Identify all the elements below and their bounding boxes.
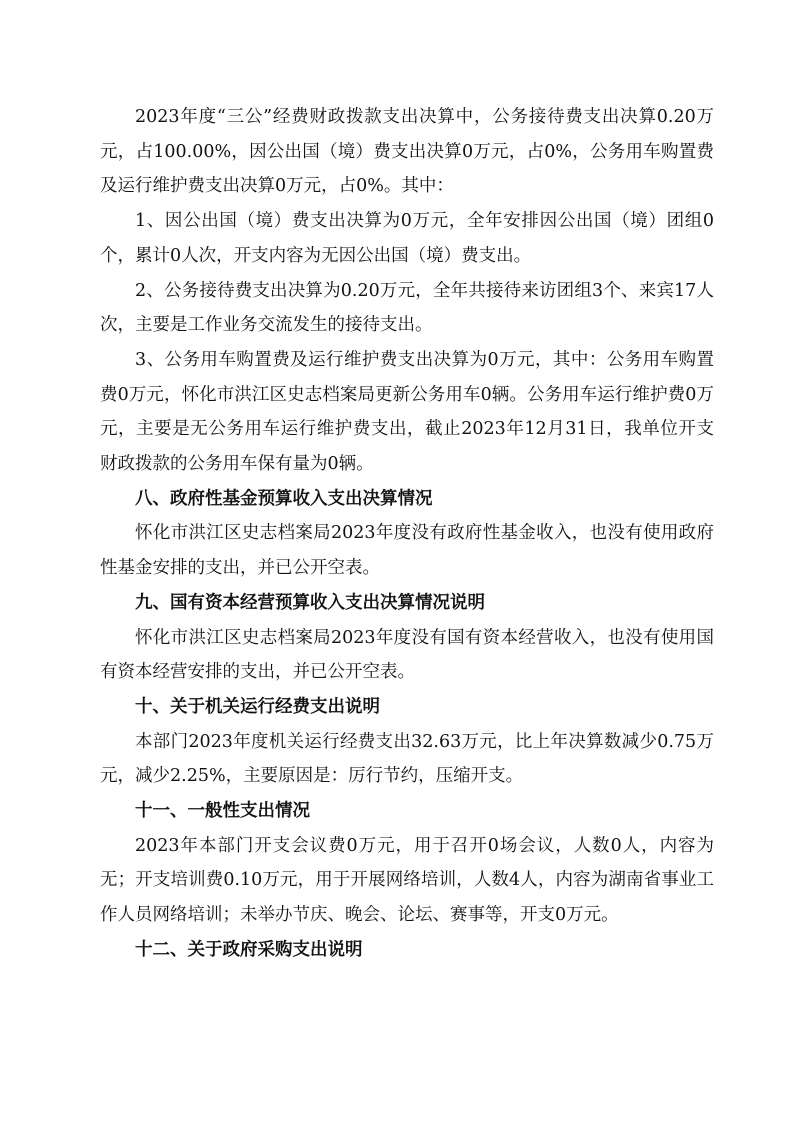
heading-operating-funds: 十、关于机关运行经费支出说明 bbox=[135, 696, 380, 717]
paragraph-state-capital: 怀化市洪江区史志档案局2023年度没有国有资本经营收入，也没有使用国有资本经营安排的支出，并已公开空表。 bbox=[100, 627, 714, 683]
paragraph-sangong-summary: 2023年度“三公”经费财政拨款支出决算中，公务接待费支出决算0.20万元，占100.00%，因公出国（境）费支出决算0万元，占0%，公务用车购置费及运行维护费支出决算0万元，占0%。其中： bbox=[100, 107, 714, 197]
document-body bbox=[100, 100, 714, 968]
paragraph-general-expense: 2023年本部门开支会议费0万元，用于召开0场会议，人数0人，内容为无；开支培训费0.10万元，用于开展网络培训，人数4人，内容为湖南省事业工作人员网络培训；未举办节庆、晚会、论坛、赛事等，开支0万元。 bbox=[100, 835, 714, 926]
paragraph-reception-expense: 2、公务接待费支出决算为0.20万元，全年共接待来访团组3个、来宾17人次，主要是工作业务交流发生的接待支出。 bbox=[100, 280, 714, 336]
paragraph-vehicle-expense: 3、公务用车购置费及运行维护费支出决算为0万元，其中：公务用车购置费0万元，怀化市洪江区史志档案局更新公务用车0辆。公务用车运行维护费0万元，主要是无公务用车运行维护费支出，截止2023年12月31日，我单位开支财政拨款的公务用车保有量为0辆。 bbox=[100, 349, 714, 475]
heading-procurement: 十二、关于政府采购支出说明 bbox=[135, 939, 363, 960]
paragraph-overseas-expense: 1、因公出国（境）费支出决算为0万元，全年安排因公出国（境）团组0个，累计0人次，开支内容为无因公出国（境）费支出。 bbox=[100, 211, 714, 266]
heading-government-fund: 八、政府性基金预算收入支出决算情况 bbox=[135, 488, 433, 509]
heading-general-expense: 十一、一般性支出情况 bbox=[135, 801, 310, 822]
paragraph-government-fund: 怀化市洪江区史志档案局2023年度没有政府性基金收入，也没有使用政府性基金安排的支出，并已公开空表。 bbox=[100, 523, 714, 579]
paragraph-operating-funds: 本部门2023年度机关运行经费支出32.63万元，比上年决算数减少0.75万元，减少2.25%，主要原因是：厉行节约，压缩开支。 bbox=[100, 731, 714, 787]
heading-state-capital: 九、国有资本经营预算收入支出决算情况说明 bbox=[135, 592, 485, 613]
